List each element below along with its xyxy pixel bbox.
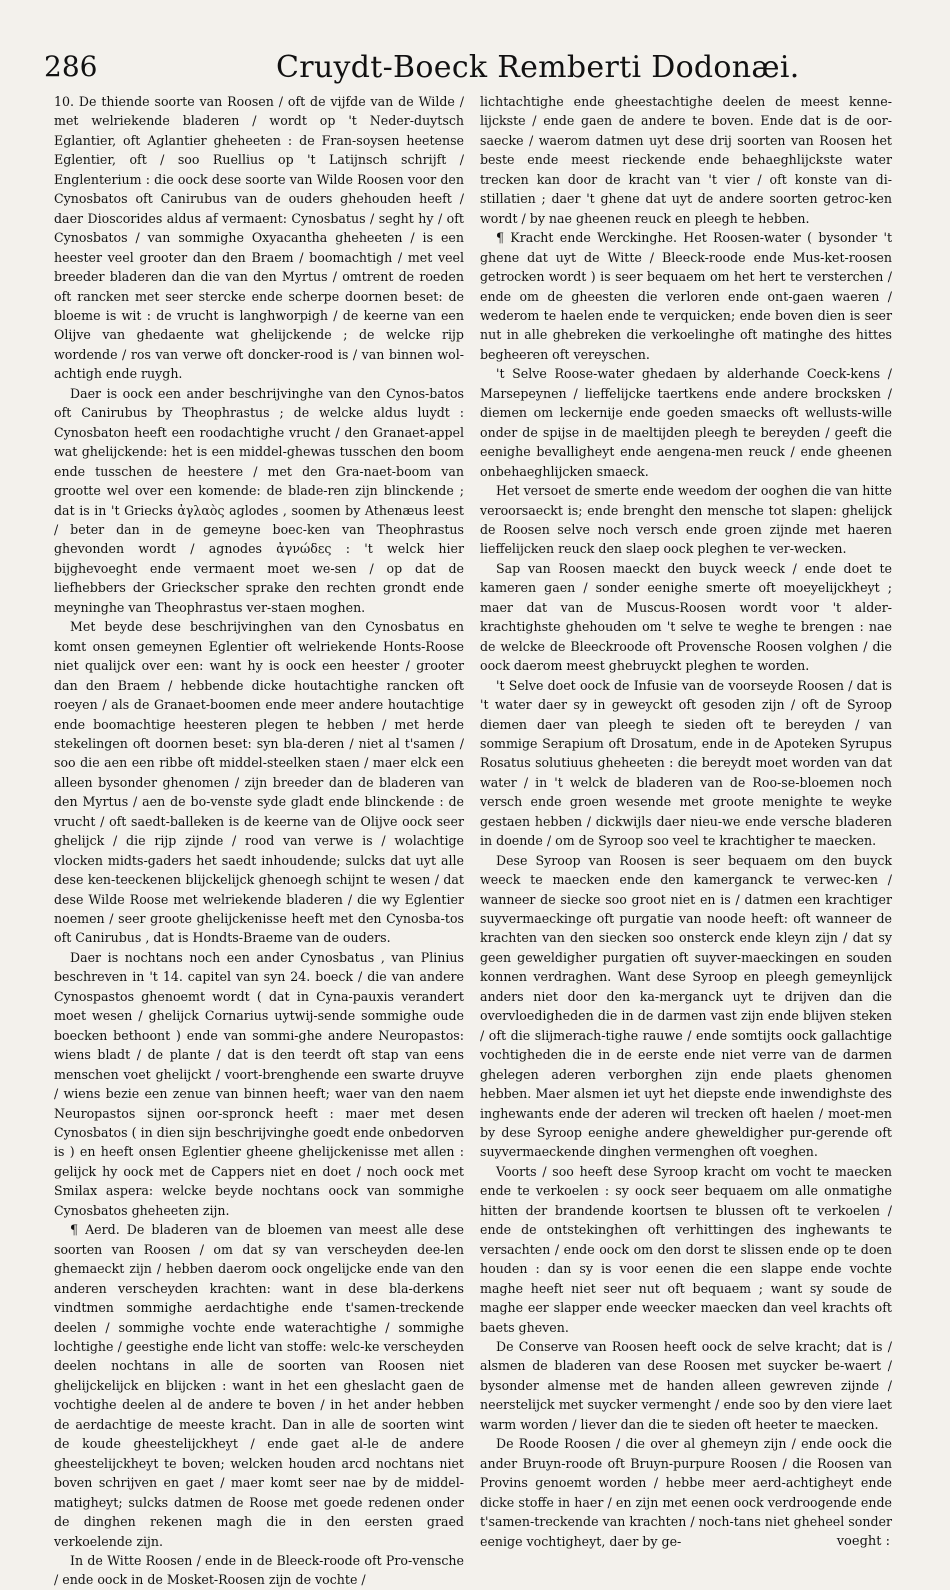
paragraph: Dese Syroop van Roosen is seer bequaem om den buyck weeck te maecken ende den kamerganck te verwec-ken / wanneer de siecke soo groot niet en is / datmen een krachtiger suyvermaeckinge oft purgatie van noode heeft: oft wanneer de krachten van den siecken soo onsterck ende kleyn zijn / dat sy geen geweldigher purgatien oft suyver-maeckingen en souden konnen verdraghen. Want dese Syroop en pleegh gemeynlijck anders niet door den ka-merganck uyt te drijven dan die overvloedigheden die in de darmen vast zijn ende blijven steken / oft die slijmerach-tighe rauwe / ende somtijts oock gallachtige vochtigheden die in de eerste ende niet verre van de darmen ghelegen aderen verborghen zijn ende plaets ghenomen hebben. Maer alsmen iet uyt het diepste ende inwendighste des inghewants ende der aderen wil trecken oft haelen / moet-men by dese Syroop eenighe andere gheweldigher pur-gerende oft suyvermaeckende dinghen vermenghen oft voeghen. [480, 852, 892, 1160]
paragraph: 't Selve doet oock de Infusie van de voorseyde Roosen / dat is 't water daer sy in geweyckt oft gesoden zijn / oft de Syroop diemen daer van pleegh te sieden oft te bereyden / van sommige Serapium oft Drosatum, ende in de Apoteken Syrupus Rosatus solutiuus gheheeten : die bereydt moet worden van dat water / in 't welck de bladeren van de Roo-se-bloemen noch versch ende groen wesende met groote menighte te weyke gestaen hebben / dickwijls daer nieu-we ende versche bladeren in doende / om de Syroop soo veel te krachtigher te maecken. [480, 677, 892, 849]
paragraph: 10. De thiende soorte van Roosen / oft de vijfde van de Wilde / met welriekende bladeren / wordt op 't Neder-duytsch Eglantier, oft Aglantier gheheeten : de Fran-soysen heetense Eglentier, oft / soo Ruellius op 't Latijnsch schrijft / Englenterium : die oock dese soorte van Wilde Roosen voor den Cynosbatos oft Canirubus van de ouders ghehouden heeft / daer Dioscorides aldus af vermaent: Cynosbatus / seght hy / oft Cynosbatos / van sommighe Oxyacantha gheheeten / is een heester veel grooter dan den Braem / boomachtigh / met veel breeder bladeren dan die van den Myrtus / omtrent de roeden oft rancken met seer stercke ende scherpe doornen beset: de bloeme is wit : de vrucht is langhworpigh / de keerne van een Olijve van ghedaente wat ghelijckende ; de welcke rijp wordende / ros van verwe oft doncker-rood is / van binnen wol-achtigh ende ruygh. [54, 94, 464, 382]
right-column [480, 92, 892, 1550]
paragraph: In de Witte Roosen / ende in de Bleeck-roode oft Pro-vensche / ende oock in de Mosket-Roosen zijn de vochte / [54, 1552, 464, 1588]
paragraph: ¶ Aerd. De bladeren van de bloemen van meest alle dese soorten van Roosen / om dat sy van verscheyden dee-len ghemaeckt zijn / hebben daerom oock ongelijcke ende van den anderen verscheyden krachten: want in dese bla-derkens vindtmen sommighe aerdachtighe ende t'samen-treckende deelen / sommighe vochte ende waterachtighe / sommighe lochtighe / geestighe ende licht van stoffe: welc-ke verscheyden deelen nochtans in alle de soorten van Roosen niet ghelijckelijck en blijcken : want in het een gheslacht gaen de vochtighe deelen al de andere te boven / in het ander hebben de aerdachtige de meeste kracht. Dan in alle de soorten wint de koude gheestelijckheyt / ende gaet al-le de andere gheestelijckheyt te boven; welcken houden arcd nochtans niet boven schrijven en gaet / maer komt seer nae by de middel-matigheyt; sulcks datmen de Roose met goede redenen onder de dinghen rekenen magh die in den eersten graed verkoelende zijn. [54, 1222, 464, 1549]
paragraph: 't Selve Roose-water ghedaen by alderhande Coeck-kens / Marsepeynen / lieffelijcke taertkens ende andere brocksken / diemen om leckernije ende goeden smaecks oft wellusts-wille onder de spijse in de maeltijden pleegh te bereyden / geeft die eenighe bevalligheyt ende aengena-men reuck / ende gheenen onbehaeghlijcken smaeck. [480, 366, 892, 479]
paragraph: Voorts / soo heeft dese Syroop kracht om vocht te maecken ende te verkoelen : sy oock seer bequaem om alle onmatighe hitten der brandende koortsen te blussen oft te verkoelen / ende de ontstekinghen oft verhittingen des inghewants te versachten / ende oock om den dorst te slissen ende op te doen houden : dan sy is voor eenen die een slappe ende vochte maghe heeft niet seer nut oft bequaem ; want sy soude de maghe eer slapper ende weecker maecken dan veel krachts oft baets gheven. [480, 1163, 892, 1335]
paragraph: De Conserve van Roosen heeft oock de selve kracht; dat is / alsmen de bladeren van dese Roosen met suycker be-waert / bysonder almense met de handen alleen gewreven zijnde / neerstelijck met suycker vermenght / ende soo by den viere laet warm worden / liever dan die te sieden oft heeter te maecken. [480, 1339, 892, 1432]
page-header [44, 50, 910, 90]
paragraph: Daer is oock een ander beschrijvinghe van den Cynos-batos oft Canirubus by Theophrastus ; de welcke aldus luydt : Cynosbaton heeft een roodachtighe vrucht / den Granaet-appel wat ghelijckende: het is een middel-ghewas tusschen den boom ende tusschen de heestere / met den Gra-naet-boom van grootte wel over een komende: de blade-ren zijn blinckende ; dat is in 't Griecks ἀγλαὸς aglodes , soomen by Athenæus leest / beter dan in de gemeyne boec-ken van Theophrastus ghevonden wordt / agnodes ἀγνώδες : 't welck hier bijghevoeght ende vermaent moet we-sen / op dat de liefhebbers der Grieckscher sprake den rechten grondt ende meyninghe van Theophrastus ver-staen moghen. [54, 385, 464, 615]
catchword: voeght : [836, 1534, 890, 1549]
paragraph: lichtachtighe ende gheestachtighe deelen de meest kenne-lijckste / ende gaen de andere te boven. Ende dat is de oor-saecke / waerom datmen uyt dese drij soorten van Roosen het beste ende meest rieckende ende behaeghlijckste water trecken kan door de kracht van 't vier / oft konste van di-stillatien ; daer 't ghene dat uyt de andere soorten getroc-ken wordt / by nae gheenen reuck en pleegh te hebben. [480, 94, 892, 226]
paragraph: Sap van Roosen maeckt den buyck weeck / ende doet te kameren gaen / sonder eenighe smerte oft moeyelijckheyt ; maer dat van de Muscus-Roosen wordt voor 't alder-krachtighste ghehouden om 't selve te weghe te brengen : nae de welcke de Bleeckroode oft Provensche Roosen volghen / die oock daerom meest ghebruyckt pleghen te worden. [480, 560, 892, 674]
paragraph: Het versoet de smerte ende weedom der ooghen die van hitte veroorsaeckt is; ende brenght den mensche tot slapen: ghelijck de Roosen selve noch versch ende groen zijnde met haeren lieffelijcken reuck den slaep oock pleghen te ver-wecken. [480, 483, 892, 557]
paragraph: Daer is nochtans noch een ander Cynosbatus , van Plinius beschreven in 't 14. capitel van syn 24. boeck / die van andere Cynospastos ghenoemt wordt ( dat in Cyna-pauxis verandert moet wesen / ghelijck Cornarius uytwij-sende sommighe oude boecken bethoont ) ende van sommi-ghe andere Neuropastos: wiens bladt / de plante / dat is den teerdt oft stap van eens menschen voet ghelijckt / voort-brenghende een swarte druyve / wiens bezie een zenue van binnen heeft; waer van den naem Neuropastos sijnen oor-spronck heeft : maer met desen Cynosbatos ( in dien sijn beschrijvinghe goedt ende onbedorven is ) en heeft onsen Eglentier gheene ghelijckenisse met allen : gelijck hy oock met de Cappers niet en doet / noch oock met Smilax aspera: welcke beyde nochtans oock van sommighe Cynosbatos gheheeten zijn. [54, 949, 464, 1218]
paragraph: De Roode Roosen / die over al ghemeyn zijn / ende oock die ander Bruyn-roode oft Bruyn-purpure Roosen / die Roosen van Provins genoemt worden / hebbe meer aerd-achtigheyt ende dicke stoffe in haer / en zijn met eenen oock verdroogende ende t'samen-treckende van krachten / noch-tans niet gheheel sonder eenige vochtigheyt, daer by ge- [480, 1436, 892, 1549]
running-title: Cruydt-Boeck Remberti Dodonæi. [276, 50, 800, 85]
paragraph: ¶ Kracht ende Werckinghe. Het Roosen-water ( bysonder 't ghene dat uyt de Witte / Bleeck-roode ende Mus-ket-roosen getrocken wordt ) is seer bequaem om het hert te versterchen / ende om de gheesten die verloren ende ont-gaen waeren / wederom te haelen ende te verquicken; ende boven dien is seer nut in alle ghebreken die verkoelinghe oft matinghe des hittes begheeren oft vereyschen. [480, 230, 892, 362]
page-number: 286 [44, 50, 98, 83]
left-column [54, 92, 464, 1588]
paragraph: Met beyde dese beschrijvinghen van den Cynosbatus en komt onsen gemeynen Eglentier oft welriekende Honts-Roose niet qualijck over een: want hy is oock een heester / grooter dan den Braem / hebbende dicke houtachtighe rancken oft roeyen / als de Granaet-boomen ende meer andere houtachtige ende boomachtige heesteren plegen te hebben / met herde stekelingen oft doornen beset: syn bla-deren / niet al t'samen / soo die aen een ribbe oft middel-steelken staen / maer elck een alleen bysonder ghenomen / zijn breeder dan de bladeren van den Myrtus / aen de bo-venste syde gladt ende blinckende : de vrucht / oft saedt-balleken is de keerne van de Olijve oock seer ghelijck / die rijp zijnde / rood van verwe is / wolachtige vlocken midts-gaders het saedt inhoudende; sulcks dat uyt alle dese ken-teeckenen blijckelijck ghenoegh schijnt te wesen / dat dese Wilde Roose met welriekende bladeren / die wy Eglentier noemen / seer groote ghelijckenisse heeft met den Cynosba-tos oft Canirubus , dat is Hondts-Braeme van de ouders. [54, 619, 464, 946]
